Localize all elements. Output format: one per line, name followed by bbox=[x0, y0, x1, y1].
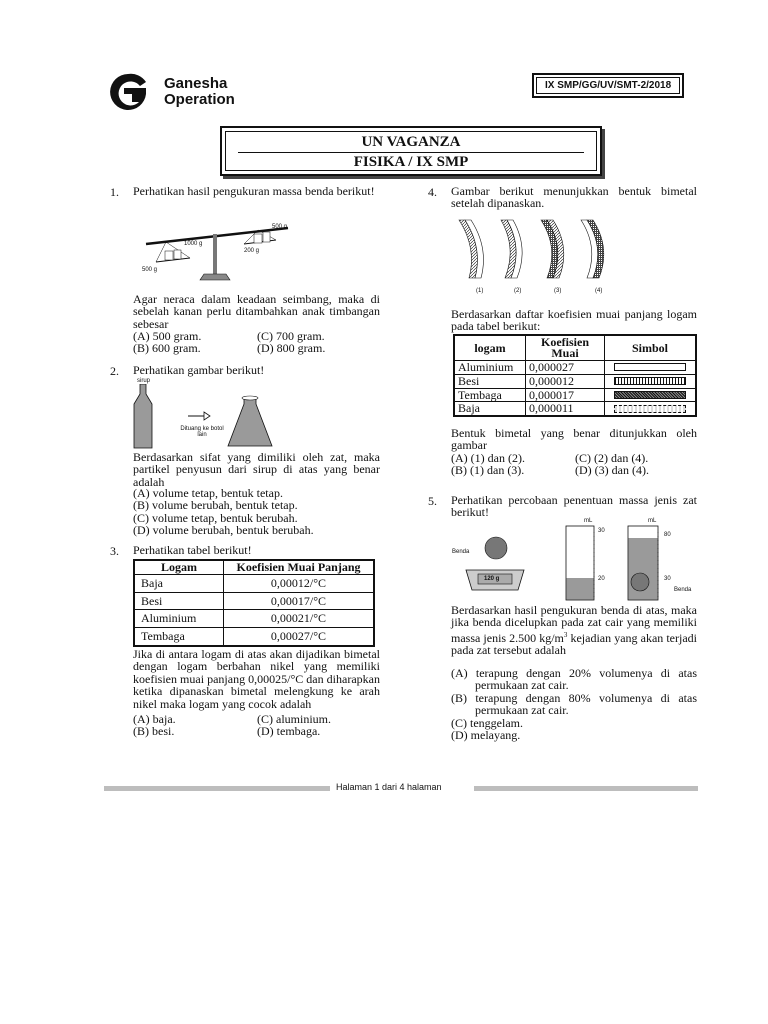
benda-label: Benda bbox=[452, 549, 470, 555]
logo-line1: Ganesha bbox=[164, 75, 228, 92]
tick-label: 80 bbox=[664, 532, 671, 538]
title-box bbox=[220, 126, 602, 176]
table-row bbox=[134, 628, 374, 646]
table-cell: 0,000027 bbox=[526, 361, 605, 375]
option[interactable]: (A) baja. bbox=[133, 712, 176, 726]
density-experiment-figure bbox=[452, 518, 682, 604]
bimetal-label: (3) bbox=[554, 288, 562, 294]
document-code-box bbox=[532, 73, 684, 98]
question-1-options bbox=[133, 330, 381, 355]
option[interactable] bbox=[451, 692, 697, 717]
table-row bbox=[134, 574, 374, 592]
symbol-cell bbox=[605, 361, 697, 375]
question-4-answer-prompt: Bentuk bimetal yang benar ditunjukkan oleh gambar bbox=[451, 426, 697, 453]
question-2-options bbox=[133, 487, 314, 537]
table-cell: Baja bbox=[134, 574, 224, 592]
option[interactable]: (C) aluminium. bbox=[257, 712, 331, 726]
question-number: 2. bbox=[110, 364, 119, 378]
table-row bbox=[454, 361, 696, 375]
option[interactable]: (D) (3) dan (4). bbox=[575, 463, 649, 478]
table-cell: Baja bbox=[454, 402, 526, 416]
option[interactable]: (C) 700 gram. bbox=[257, 329, 325, 343]
question-3-text: Perhatikan tabel berikut! bbox=[133, 543, 252, 557]
option[interactable]: (D) 800 gram. bbox=[257, 341, 326, 356]
weight-label: 500 g bbox=[142, 267, 158, 273]
question-number: 5. bbox=[428, 494, 437, 508]
logo bbox=[106, 72, 266, 114]
bimetal-figure bbox=[455, 214, 615, 286]
table-cell: Besi bbox=[454, 374, 526, 388]
option-text: (A) terapung dengan 20% volumenya di atas permukaan zat cair. bbox=[451, 666, 697, 693]
symbol-tembaga-icon bbox=[614, 391, 686, 399]
weight-label: 1000 g bbox=[184, 241, 203, 247]
symbol-baja-icon bbox=[614, 405, 686, 413]
table-cell: 0,00027/°C bbox=[224, 628, 375, 646]
symbol-cell bbox=[605, 388, 697, 402]
question-5-prompt bbox=[451, 604, 697, 657]
symbol-aluminium-icon bbox=[614, 363, 686, 371]
question-5-text: Perhatikan percobaan penentuan massa jenis zat berikut! bbox=[451, 493, 697, 520]
question-4-options bbox=[451, 452, 699, 477]
footer-bar-right bbox=[474, 786, 698, 791]
option[interactable]: (B) 600 gram. bbox=[133, 341, 201, 356]
table-row bbox=[454, 388, 696, 402]
symbol-besi-icon bbox=[614, 377, 686, 385]
option[interactable]: (B) (1) dan (3). bbox=[451, 463, 525, 478]
option[interactable]: (D) melayang. bbox=[451, 728, 521, 743]
table-row bbox=[134, 592, 374, 610]
question-3-options bbox=[133, 713, 381, 738]
logo-line2: Operation bbox=[164, 91, 235, 108]
benda-label: Benda bbox=[674, 587, 692, 593]
option-text: (B) terapung dengan 80% volumenya di atas permukaan zat cair. bbox=[451, 690, 697, 718]
symbol-cell bbox=[605, 402, 697, 416]
bimetal-table bbox=[453, 334, 697, 417]
table-header: Simbol bbox=[605, 335, 697, 361]
question-4-text: Gambar berikut menunjukkan bentuk bimetal setelah dipanaskan. bbox=[451, 184, 697, 211]
weight-label: 200 g bbox=[244, 248, 260, 254]
question-text: Perhatikan hasil pengukuran massa benda berikut! bbox=[133, 184, 375, 198]
option[interactable]: (C) tenggelam. bbox=[451, 715, 523, 730]
table-header: Koefisien Muai Panjang bbox=[224, 560, 375, 574]
ml-label: mL bbox=[584, 518, 593, 524]
title-line2: FISIKA / IX SMP bbox=[353, 154, 469, 170]
question-4-prompt: Berdasarkan daftar koefisien muai panjang logam pada tabel berikut: bbox=[451, 307, 697, 334]
table-header: Koefisien Muai bbox=[526, 335, 605, 361]
table-cell: 0,000011 bbox=[526, 402, 605, 416]
ganesha-logo-icon bbox=[106, 72, 150, 112]
question-number: 1. bbox=[110, 185, 119, 199]
table-cell: Tembaga bbox=[454, 388, 526, 402]
option[interactable]: (A) 500 gram. bbox=[133, 329, 202, 343]
symbol-cell bbox=[605, 374, 697, 388]
weight-label: 500 g bbox=[272, 224, 288, 230]
table-row bbox=[454, 374, 696, 388]
option[interactable]: (D) tembaga. bbox=[257, 724, 321, 739]
question-2-prompt: Berdasarkan sifat yang dimiliki oleh zat, maka partikel penyusun dari sirup di atas yang benar adalah bbox=[133, 450, 380, 489]
bottle-label: sirup bbox=[137, 378, 151, 384]
tick-label: 20 bbox=[598, 576, 605, 582]
table-header: Logam bbox=[134, 560, 224, 574]
document-code: IX SMP/GG/UV/SMT-2/2018 bbox=[536, 77, 680, 94]
superscript: 3 bbox=[563, 630, 568, 639]
table-cell: 0,000017 bbox=[526, 388, 605, 402]
table-cell: 0,000012 bbox=[526, 374, 605, 388]
option[interactable]: (D) volume berubah, bentuk berubah. bbox=[133, 523, 314, 538]
table-row bbox=[454, 402, 696, 416]
prompt-part: Berdasarkan hasil pengukuran benda di atas, maka jika benda dicelupkan pada zat cair yang memiliki massa jenis 2.500 kg/m bbox=[451, 603, 697, 645]
question-5-options bbox=[451, 667, 697, 741]
option[interactable] bbox=[451, 667, 697, 692]
ml-label: mL bbox=[648, 518, 657, 524]
tick-label: 30 bbox=[664, 576, 671, 582]
table-header: logam bbox=[454, 335, 526, 361]
page-number: Halaman 1 dari 4 halaman bbox=[336, 782, 442, 792]
prompt-part: kejadian yang akan terjadi pada zat tersebut adalah bbox=[451, 630, 697, 658]
syrup-figure bbox=[130, 384, 290, 450]
option[interactable]: (A) (1) dan (2). bbox=[451, 451, 525, 465]
table-row bbox=[134, 610, 374, 628]
bimetal-label: (1) bbox=[476, 288, 484, 294]
table-cell: 0,00021/°C bbox=[224, 610, 375, 628]
bimetal-label: (4) bbox=[595, 288, 603, 294]
question-number: 3. bbox=[110, 544, 119, 558]
question-1-prompt: Agar neraca dalam keadaan seimbang, maka di sebelah kanan perlu ditambahkan anak timbangan sebesar bbox=[133, 292, 380, 331]
tick-label: 30 bbox=[598, 528, 605, 534]
table-cell: Aluminium bbox=[134, 610, 224, 628]
question-2-text: Perhatikan gambar berikut! bbox=[133, 363, 265, 377]
option[interactable]: (B) besi. bbox=[133, 724, 175, 739]
arrow-label: Dituang ke botol lain bbox=[180, 426, 224, 438]
coefficient-table bbox=[133, 559, 375, 647]
scale-reading: 120 g bbox=[484, 576, 500, 582]
question-number: 4. bbox=[428, 185, 437, 199]
bimetal-label: (2) bbox=[514, 288, 522, 294]
option[interactable]: (A) volume tetap, bentuk tetap. bbox=[133, 486, 283, 500]
table-cell: 0,00017/°C bbox=[224, 592, 375, 610]
option[interactable]: (C) volume tetap, bentuk berubah. bbox=[133, 510, 298, 525]
table-cell: Besi bbox=[134, 592, 224, 610]
footer-bar-left bbox=[104, 786, 330, 791]
table-cell: Tembaga bbox=[134, 628, 224, 646]
title-line1: UN VAGANZA bbox=[361, 134, 461, 150]
table-cell: 0,00012/°C bbox=[224, 574, 375, 592]
option[interactable]: (B) volume berubah, bentuk tetap. bbox=[133, 498, 298, 513]
option[interactable]: (C) (2) dan (4). bbox=[575, 451, 649, 465]
table-cell: Aluminium bbox=[454, 361, 526, 375]
question-3-prompt: Jika di antara logam di atas akan dijadikan bimetal dengan logam berbahan nikel yang memiliki koefisien muai panjang 0,00025/°C dan diharapkan ketika dipanaskan bimetal melengkung ke arah nikel maka logam yang cocok adalah bbox=[133, 647, 380, 711]
